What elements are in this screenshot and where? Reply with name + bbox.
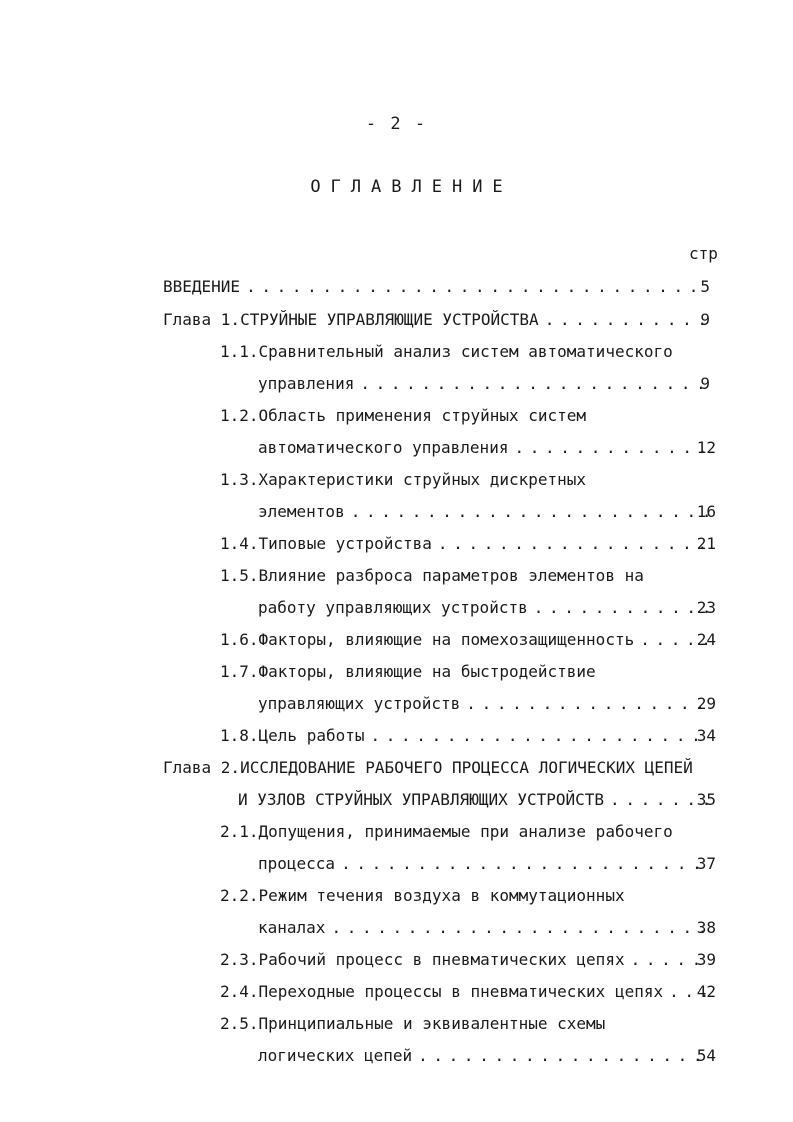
toc-entry-1-7-line1[interactable] <box>220 662 596 682</box>
leader-dots <box>418 1046 710 1066</box>
toc-entry-text: Типовые устройства <box>258 534 432 553</box>
toc-entry-1-7-line2[interactable] <box>258 694 716 716</box>
toc-entry-2-1-line2[interactable] <box>258 854 716 876</box>
toc-entry-1-2-line2[interactable] <box>258 438 716 460</box>
toc-entry-text: работу управляющих устройств <box>258 598 528 617</box>
toc-page-number: 9 <box>700 310 710 329</box>
toc-page-number: 9 <box>700 374 710 393</box>
toc-entry-number: 2.1. <box>220 822 259 841</box>
toc-entry-1-1-line2[interactable] <box>258 374 710 396</box>
toc-entry-text: управления <box>258 374 355 393</box>
toc-page-number: 23 <box>696 598 716 617</box>
toc-entry-text: Характеристики струйных дискретных <box>258 470 587 489</box>
toc-page-number: 29 <box>696 694 716 713</box>
toc-entry-text: ВВЕДЕНИЕ <box>163 277 241 296</box>
page-column-header: стр <box>689 244 718 263</box>
toc-entry-1-3-line2[interactable] <box>258 502 716 524</box>
toc-entry-text: Цель работы <box>258 726 365 745</box>
toc-page-number: 37 <box>696 854 716 873</box>
toc-entry-2-2-line1[interactable] <box>220 886 625 906</box>
toc-entry-2-4[interactable] <box>220 982 716 1004</box>
toc-entry-chapter-1[interactable] <box>163 310 710 332</box>
toc-entry-text: логических цепей <box>258 1046 413 1065</box>
toc-entry-text: Факторы, влияющие на быстродействие <box>258 662 596 681</box>
toc-page-number: 21 <box>696 534 716 553</box>
toc-page-number: 54 <box>696 1046 716 1065</box>
toc-entry-number: 1.5. <box>220 566 259 585</box>
toc-entry-chapter-2-line2[interactable] <box>238 790 716 812</box>
toc-page-number: 24 <box>696 630 716 649</box>
toc-entry-text: Область применения струйных систем <box>258 406 587 425</box>
toc-entry-text: Принципиальные и эквивалентные схемы <box>258 1014 606 1033</box>
toc-page-number: 12 <box>696 438 716 457</box>
toc-page-number: 5 <box>700 277 710 296</box>
toc-entry-text: управляющих устройств <box>258 694 461 713</box>
toc-entry-number: 1.2. <box>220 406 259 425</box>
toc-entry-text: СТРУЙНЫЕ УПРАВЛЯЮЩИЕ УСТРОЙСТВА <box>240 310 539 329</box>
toc-entry-text: Переходные процессы в пневматических цепях <box>258 982 664 1001</box>
leader-dots <box>514 438 710 458</box>
toc-entry-number: Глава 1. <box>163 310 241 329</box>
toc-entry-number: 2.2. <box>220 886 259 905</box>
leader-dots <box>534 598 710 618</box>
toc-entry-2-1-line1[interactable] <box>220 822 673 842</box>
toc-entry-text: процесса <box>258 854 336 873</box>
toc-entry-1-3-line1[interactable] <box>220 470 586 490</box>
toc-entry-text: Сравнительный анализ систем автоматического <box>258 342 673 361</box>
toc-entry-chapter-2-line1[interactable] <box>163 758 693 778</box>
toc-page-number: 39 <box>696 950 716 969</box>
toc-entry-text: Факторы, влияющие на помехозащищенность <box>258 630 635 649</box>
leader-dots <box>246 277 704 297</box>
leader-dots <box>351 502 710 522</box>
toc-entry-text: каналах <box>258 918 326 937</box>
toc-page-number: 42 <box>696 982 716 1001</box>
toc-entry-intro[interactable] <box>163 277 710 299</box>
toc-entry-number: 2.5. <box>220 1014 259 1033</box>
toc-entry-number: Глава 2. <box>163 758 241 777</box>
toc-entry-number: 1.6. <box>220 630 259 649</box>
toc-entry-text: Допущения, принимаемые при анализе рабочего <box>258 822 673 841</box>
toc-entry-text: ИССЛЕДОВАНИЕ РАБОЧЕГО ПРОЦЕССА ЛОГИЧЕСКИХ ЦЕПЕЙ <box>240 758 693 777</box>
leader-dots <box>331 918 710 938</box>
toc-page-number: 16 <box>696 502 716 521</box>
toc-entry-1-5-line2[interactable] <box>258 598 716 620</box>
leader-dots <box>360 374 704 394</box>
toc-entry-2-2-line2[interactable] <box>258 918 716 940</box>
toc-entry-number: 1.4. <box>220 534 259 553</box>
leader-dots <box>438 534 710 554</box>
toc-entry-number: 1.8. <box>220 726 259 745</box>
toc-page-number: 38 <box>696 918 716 937</box>
toc-entry-1-5-line1[interactable] <box>220 566 644 586</box>
toc-entry-number: 1.3. <box>220 470 259 489</box>
toc-entry-number: 2.3. <box>220 950 259 969</box>
toc-entry-text: Режим течения воздуха в коммутационных <box>258 886 625 905</box>
toc-entry-number: 2.4. <box>220 982 259 1001</box>
toc-entry-number: 1.1. <box>220 342 259 361</box>
toc-entry-number: 1.7. <box>220 662 259 681</box>
toc-entry-text: Влияние разброса параметров элементов на <box>258 566 644 585</box>
toc-page-number: 34 <box>696 726 716 745</box>
page-title: ОГЛАВЛЕНИЕ <box>310 177 513 197</box>
leader-dots <box>466 694 710 714</box>
toc-entry-2-3[interactable] <box>220 950 716 972</box>
toc-entry-1-1-line1[interactable] <box>220 342 673 362</box>
page-number: - 2 - <box>365 114 428 134</box>
toc-entry-text: автоматического управления <box>258 438 509 457</box>
leader-dots <box>371 726 711 746</box>
toc-entry-1-4[interactable] <box>220 534 716 556</box>
toc-entry-text: элементов <box>258 502 345 521</box>
toc-entry-1-8[interactable] <box>220 726 716 748</box>
toc-entry-text: И УЗЛОВ СТРУЙНЫХ УПРАВЛЯЮЩИХ УСТРОЙСТВ <box>238 790 605 809</box>
toc-entry-2-5-line2[interactable] <box>258 1046 716 1068</box>
toc-entry-1-2-line1[interactable] <box>220 406 586 426</box>
leader-dots <box>545 310 704 330</box>
toc-entry-2-5-line1[interactable] <box>220 1014 605 1034</box>
toc-page-number: 35 <box>696 790 716 809</box>
toc-entry-1-6[interactable] <box>220 630 716 652</box>
toc-entry-text: Рабочий процесс в пневматических цепях <box>258 950 625 969</box>
leader-dots <box>341 854 710 874</box>
